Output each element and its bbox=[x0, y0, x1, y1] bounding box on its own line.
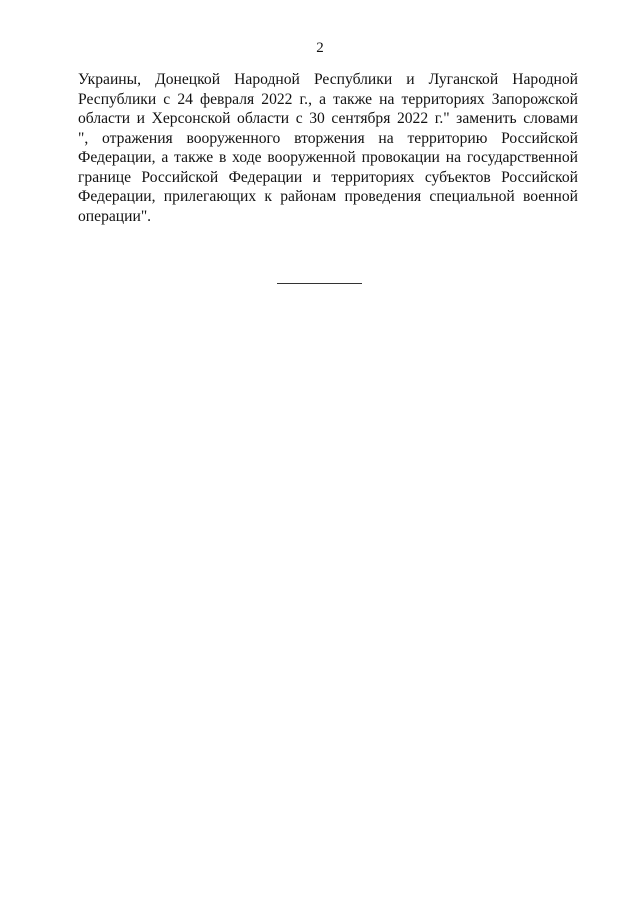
paragraph-line: ", отражения вооруженного вторжения на территорию Российской bbox=[78, 129, 578, 147]
body-paragraph bbox=[78, 70, 578, 226]
end-divider bbox=[277, 283, 362, 284]
paragraph-line: операции". bbox=[78, 207, 152, 225]
paragraph-line: Федерации, прилегающих к районам проведения специальной военной bbox=[78, 188, 578, 205]
paragraph-line: области и Херсонской области с 30 сентября 2022 г." заменить словами bbox=[78, 110, 578, 127]
paragraph-line: Федерации, а также в ходе вооруженной провокации на государственной bbox=[78, 149, 578, 166]
paragraph-line: Республики с 24 февраля 2022 г., а также на территориях Запорожской bbox=[78, 90, 578, 108]
paragraph-line: Украины, Донецкой Народной Республики и Луганской Народной bbox=[78, 71, 578, 88]
page-number: 2 bbox=[316, 40, 324, 56]
paragraph-line: границе Российской Федерации и территориях субъектов Российской bbox=[78, 168, 578, 186]
